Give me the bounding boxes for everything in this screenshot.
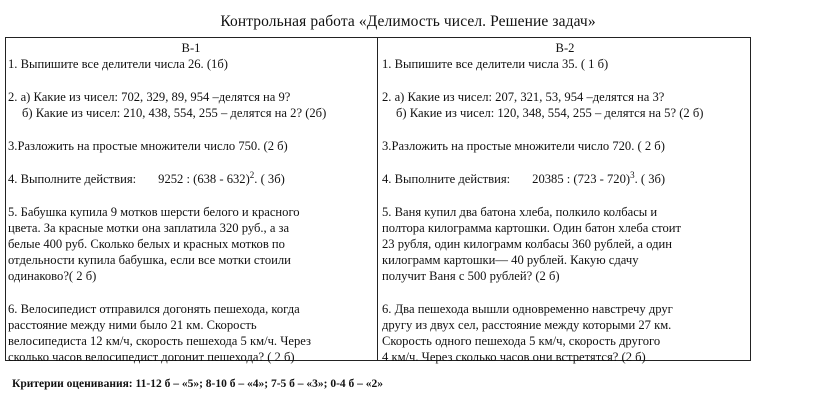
v2-question-6-line: 4 км/ч. Через сколько часов они встретятся? (2 б) — [382, 350, 646, 364]
v2-question-6 — [382, 301, 748, 365]
v1-question-4-points: . ( 3б) — [254, 172, 285, 186]
variant-1-column — [8, 38, 374, 364]
v2-question-5-line: 5. Ваня купил два батона хлеба, полкило колбасы и — [382, 205, 658, 219]
v2-question-4 — [382, 171, 748, 187]
variant-2-label: В-2 — [555, 41, 575, 55]
v1-question-5-line: одинаково?( 2 б) — [8, 269, 97, 283]
variant-2-column — [382, 38, 748, 364]
v1-question-6-line: сколько часов велосипедист догонит пешехода? ( 2 б) — [8, 350, 295, 364]
v1-question-6-line: расстояние между ними было 21 км. Скорость — [8, 318, 257, 332]
column-divider — [377, 38, 378, 360]
v2-question-5 — [382, 204, 748, 284]
v1-question-2b: б) Какие из чисел: 210, 438, 554, 255 – делятся на 2? (2б) — [22, 106, 327, 120]
v1-question-6-line: 6. Велосипедист отправился догонять пешехода, когда — [8, 302, 300, 316]
v2-question-5-line: килограмм картошки— 40 рублей. Какую сдачу — [382, 253, 639, 267]
v2-question-5-line: полтора килограмма картошки. Один батон хлеба стоит — [382, 221, 681, 235]
v1-question-2a: 2. а) Какие из чисел: 702, 329, 89, 954 –делятся на 9? — [8, 90, 291, 104]
v1-question-5-line: цвета. За красные мотки она заплатила 320 руб., а за — [8, 221, 290, 235]
v2-question-6-line: 6. Два пешехода вышли одновременно навстречу друг — [382, 302, 673, 316]
v1-question-6 — [8, 301, 374, 365]
v1-question-4-expression: 9252 : (638 - 632) — [158, 172, 250, 186]
v2-question-4-points: . ( 3б) — [634, 172, 666, 186]
v1-question-5-line: 5. Бабушка купила 9 мотков шерсти белого и красного — [8, 205, 300, 219]
v2-question-2b: б) Какие из чисел: 120, 348, 554, 255 – делятся на 5? (2 б) — [396, 106, 704, 120]
v1-question-6-line: велосипедиста 12 км/ч, скорость пешехода 5 км/ч. Через — [8, 334, 311, 348]
v2-question-5-line: 23 рубля, один килограмм колбасы 360 рублей, а один — [382, 237, 672, 251]
variant-1-label: В-1 — [181, 41, 201, 55]
v2-question-1: 1. Выпишите все делители числа 35. ( 1 б) — [382, 57, 609, 71]
v2-question-4-power: 3 — [630, 169, 635, 180]
grading-criteria: Критерии оценивания: 11-12 б – «5»; 8-10 б – «4»; 7-5 б – «3»; 0-4 б – «2» — [12, 378, 384, 390]
v2-question-2a: 2. а) Какие из чисел: 207, 321, 53, 954 –делятся на 3? — [382, 90, 665, 104]
v2-question-6-line: Скорость одного пешехода 5 км/ч, скорость другого — [382, 334, 661, 348]
v2-question-4-text: 4. Выполните действия: — [382, 172, 511, 186]
v2-question-3: 3.Разложить на простые множители число 720. ( 2 б) — [382, 139, 665, 153]
v2-question-6-line: другу из двух сел, расстояние между которыми 27 км. — [382, 318, 672, 332]
v1-question-4-text: 4. Выполните действия: — [8, 172, 137, 186]
v2-question-4-expression: 20385 : (723 - 720) — [532, 172, 631, 186]
v1-question-4-power: 2 — [249, 169, 255, 180]
v1-question-5-line: отдельности купила бабушка, если все мотки стоили — [8, 253, 291, 267]
v1-question-5 — [8, 204, 374, 284]
v2-question-5-line: получит Ваня с 500 рублей? (2 б) — [382, 269, 560, 283]
variants-table — [5, 37, 751, 364]
v1-question-1: 1. Выпишите все делители числа 26. (1б) — [8, 57, 228, 71]
page-title: Контрольная работа «Делимость чисел. Решение задач» — [220, 13, 596, 30]
v1-question-3: 3.Разложить на простые множители число 750. (2 б) — [8, 139, 288, 153]
v1-question-5-line: белые 400 руб. Сколько белых и красных мотков по — [8, 237, 285, 251]
v1-question-4 — [8, 171, 374, 187]
